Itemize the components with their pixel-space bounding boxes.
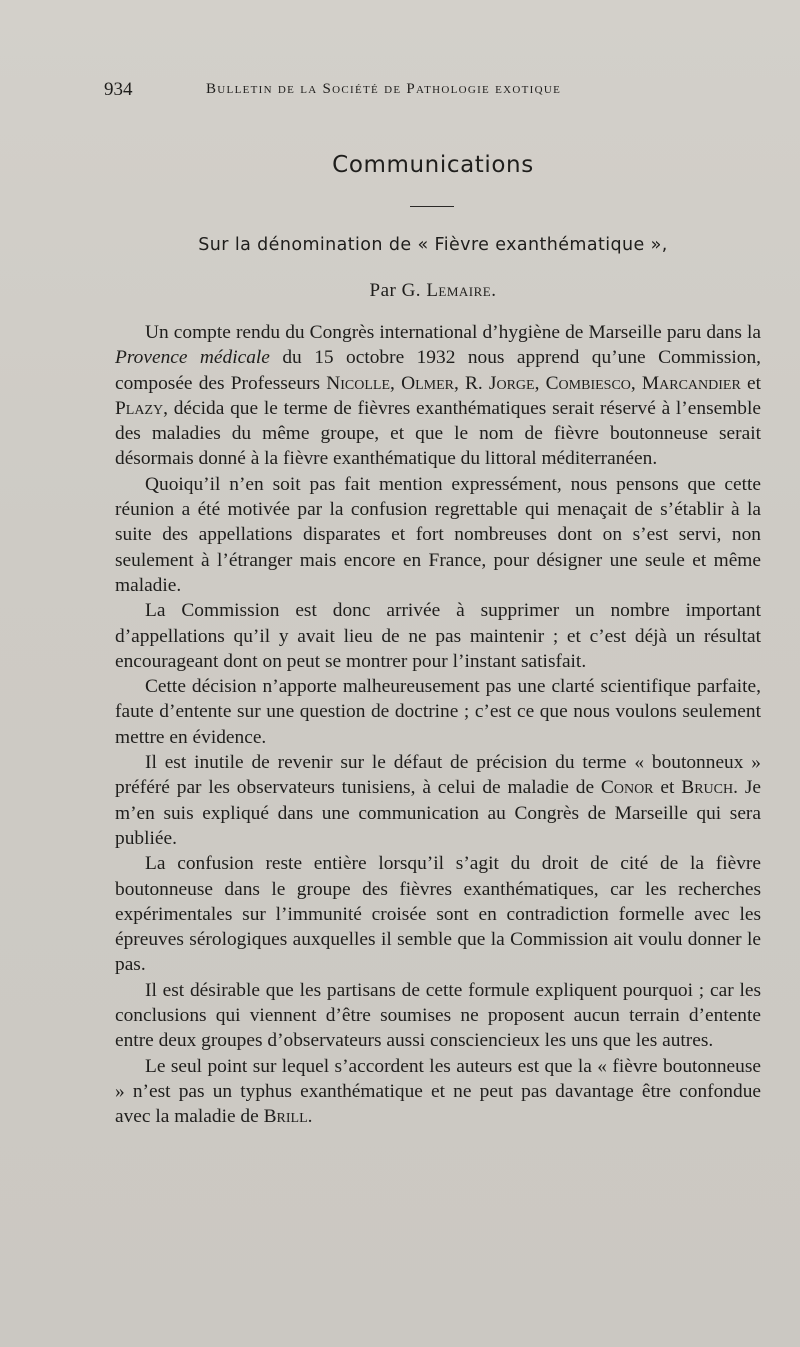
body-paragraph (115, 978, 761, 1054)
text-run: Conor (600, 777, 654, 799)
text-run: . (307, 1106, 313, 1128)
text-run: et (740, 372, 761, 394)
body-paragraph (115, 674, 761, 750)
body-paragraph (115, 320, 761, 472)
page-number: 934 (104, 79, 133, 100)
page-header (104, 79, 704, 101)
text-run: Combiesco (545, 372, 631, 394)
text-run: Le seul point sur lequel s’accordent les auteurs est que la « fièvre boutonneuse » n’est pas un typhus exanthématique et ne peut pas davantage être confondue avec la maladie de (115, 1055, 761, 1128)
text-run: , (630, 372, 642, 394)
text-run: , décida que le terme de fièvres exanthématiques serait réservé à l’ensemble des maladies du même groupe, et que le nom de fièvre boutonneuse serait désormais donné à la fièvre exanthématique du littoral méditerranéen. (115, 397, 761, 470)
text-run: et (653, 777, 682, 799)
text-run: Bruch (681, 777, 734, 799)
byline-prefix: Par G. (369, 280, 427, 301)
text-run: La confusion reste entière lorsqu’il s’agit du droit de cité de la fièvre boutonneuse dans le groupe des fièvres exanthématiques, car les recherches expérimentales sur l’immunité croisée sont en contradiction formelle avec les épreuves sérologiques auxquelles il semble que la Commission ait voulu donner le pas. (115, 853, 761, 976)
text-run: Il est inutile de revenir sur le défaut de précision du terme « boutonneux » préféré par les observateurs tunisiens, à celui de maladie de (115, 752, 761, 799)
byline (0, 280, 800, 302)
body-paragraph (115, 750, 761, 851)
text-run: Il est désirable que les partisans de cette formule expliquent pourquoi ; car les conclusions qui viennent d’être soumises ne proposent aucun terrain d’entente entre deux groupes d’observateurs aussi consciencieux les uns que les autres. (115, 979, 761, 1052)
text-run: Cette décision n’apporte malheureusement pas une clarté scientifique parfaite, faute d’entente sur une question de doctrine ; c’est ce que nous voulons seulement mettre en évidence. (115, 676, 761, 748)
text-run: , (390, 372, 402, 394)
title-divider (410, 206, 454, 207)
text-run: Jorge (488, 372, 535, 394)
text-run: Un compte rendu du Congrès international d’hygiène de Marseille paru dans la (145, 322, 761, 343)
running-head: Bulletin de la Société de Pathologie exotique (206, 81, 562, 97)
article-title: Sur la dénomination de « Fièvre exanthématique », (198, 235, 668, 255)
text-run: Quoiqu’il n’en soit pas fait mention expressément, nous pensons que cette réunion a été motivée par la confusion regrettable qui menaçait de s’établir à la suite des appellations disparates et fort nombreuses dont on s’est servi, non seulement à l’étranger mais encore en France, pour désigner une seule et même maladie. (115, 473, 761, 596)
article-body (115, 320, 761, 1130)
section-title: Communications (332, 152, 534, 178)
text-run: Nicolle (326, 372, 391, 394)
body-paragraph (115, 1054, 761, 1130)
text-run: , R. (453, 372, 489, 394)
text-run: . Je m’en suis expliqué dans une communication au Congrès de Marseille qui sera publiée. (115, 777, 761, 849)
text-run: Brill (263, 1106, 308, 1128)
text-run: Olmer (401, 372, 454, 394)
body-paragraph (115, 472, 761, 598)
text-run: La Commission est donc arrivée à supprimer un nombre important d’appellations qu’il y avait lieu de ne pas maintenir ; et c’est déjà un résultat encourageant dont on peut se montrer pour l’instant satisfait. (115, 600, 761, 672)
text-run: du 15 octobre 1932 nous apprend qu’une Commission, composée des Professeurs (115, 347, 761, 394)
text-run: Marcandier (641, 372, 741, 394)
body-paragraph (115, 851, 761, 977)
text-run: Plazy (115, 397, 164, 419)
author-name: Lemaire. (426, 280, 497, 301)
text-run: Provence médicale (115, 347, 270, 369)
text-run: , (534, 372, 546, 394)
body-paragraph (115, 598, 761, 674)
